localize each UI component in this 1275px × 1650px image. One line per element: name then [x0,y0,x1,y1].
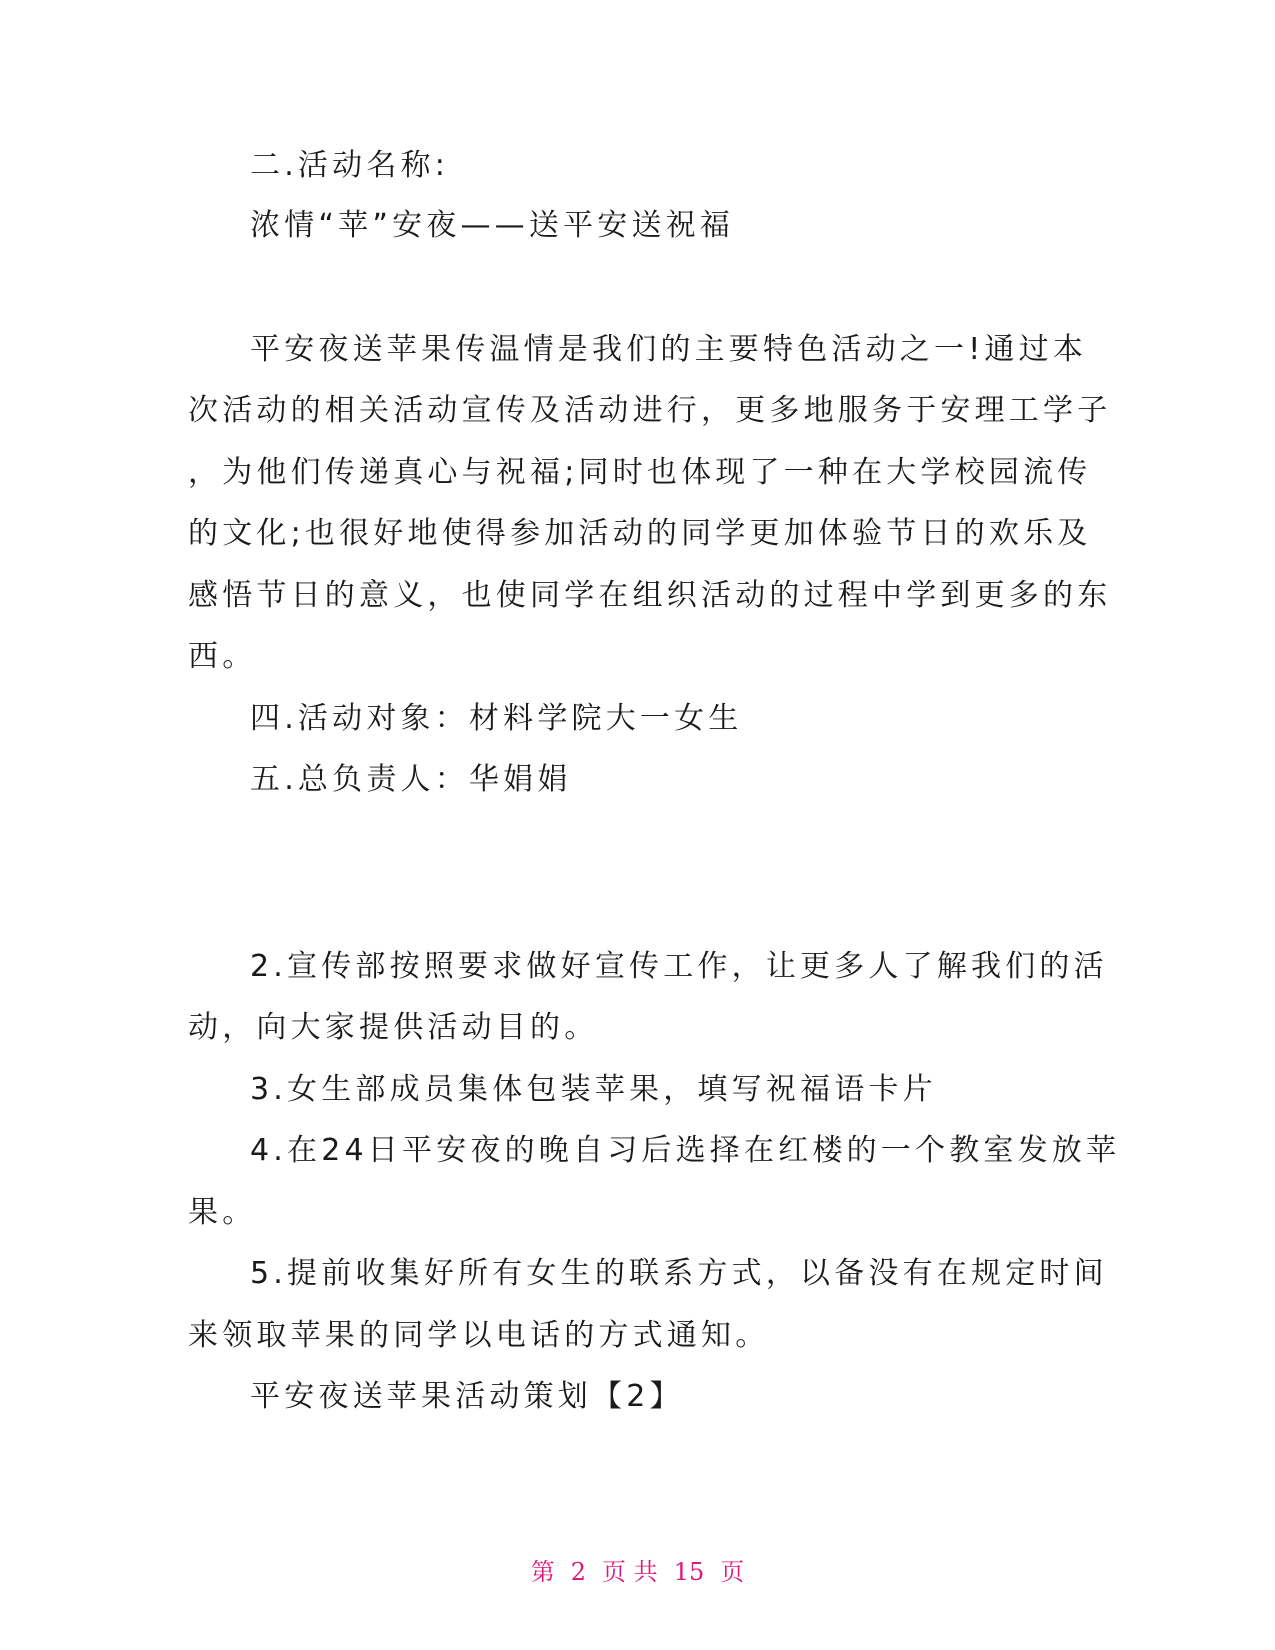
step-4-line: 4.在24日平安夜的晚自习后选择在红楼的一个教室发放苹 [250,1133,1121,1168]
footer-page-number: 2 [570,1558,587,1586]
next-plan-title: 平安夜送苹果活动策划【2】 [250,1379,684,1414]
page-footer [0,1552,1275,1587]
section-target-audience: 四.活动对象：材料学院大一女生 [250,701,743,736]
paragraph-line: 次活动的相关活动宣传及活动进行，更多地服务于安理工学子 [188,393,1112,428]
step-2-line: 动，向大家提供活动目的。 [188,1010,599,1045]
paragraph-line: 感悟节日的意义，也使同学在组织活动的过程中学到更多的东 [188,578,1112,613]
footer-middle: 页 共 [602,1558,658,1586]
footer-suffix: 页 [720,1558,745,1586]
step-3: 3.女生部成员集体包装苹果，填写祝福语卡片 [250,1072,937,1107]
activity-title: 浓情“苹”安夜——送平安送祝福 [250,208,735,243]
step-5-line: 5.提前收集好所有女生的联系方式，以备没有在规定时间 [250,1256,1108,1291]
footer-total-pages: 15 [673,1558,705,1586]
paragraph-line: ，为他们传递真心与祝福;同时也体现了一种在大学校园流传 [188,455,1092,490]
step-2-line: 2.宣传部按照要求做好宣传工作，让更多人了解我们的活 [250,949,1108,984]
section-responsible-person: 五.总负责人：华娟娟 [250,762,572,797]
paragraph-line: 的文化;也很好地使得参加活动的同学更加体验节日的欢乐及 [188,516,1092,551]
step-5-line: 来领取苹果的同学以电话的方式通知。 [188,1318,770,1353]
paragraph-line: 西。 [188,639,257,674]
section-heading-activity-name: 二.活动名称: [250,148,450,183]
footer-prefix: 第 [530,1558,555,1586]
step-4-line: 果。 [188,1195,257,1230]
paragraph-line: 平安夜送苹果传温情是我们的主要特色活动之一!通过本 [250,332,1088,367]
